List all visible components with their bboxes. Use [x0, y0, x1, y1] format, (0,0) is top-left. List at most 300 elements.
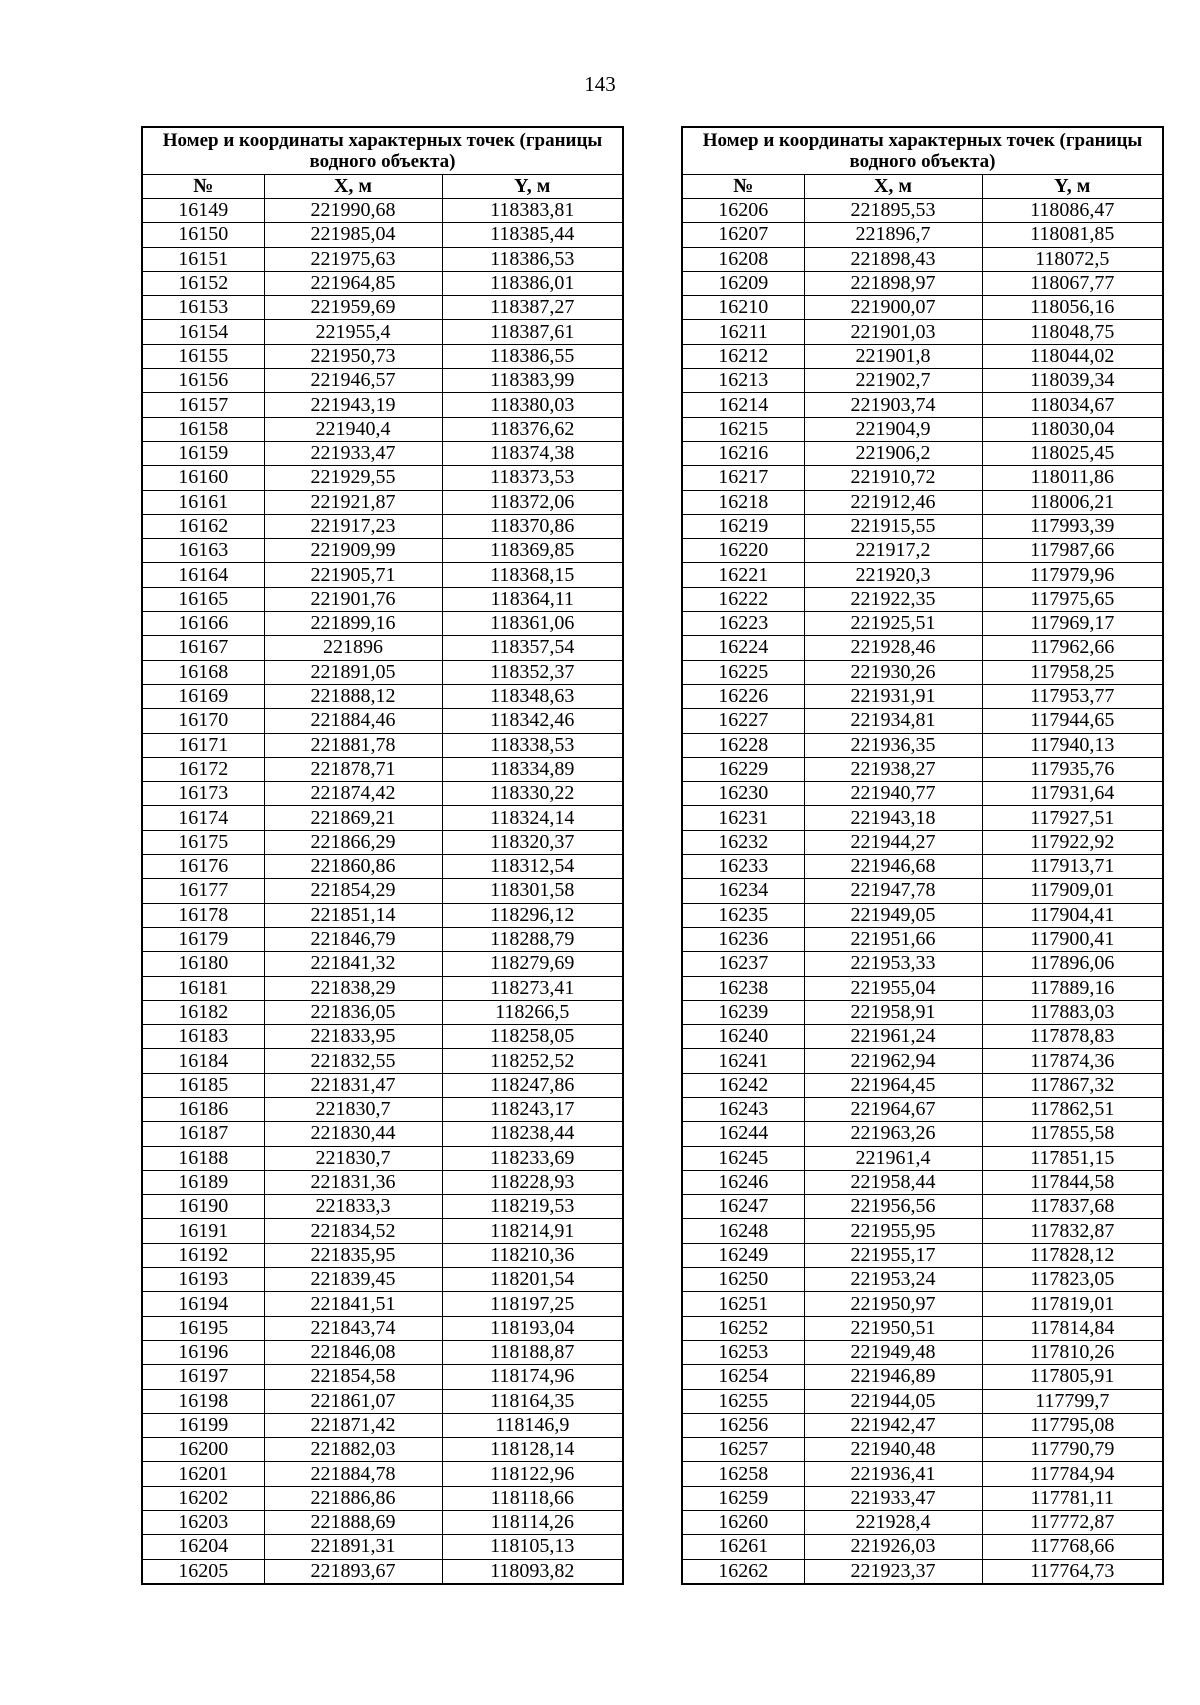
cell-point-number: 16158: [142, 417, 264, 441]
table-row: [142, 369, 623, 393]
cell-x-coordinate: 221926,03: [804, 1535, 982, 1559]
cell-y-coordinate: 118386,53: [442, 247, 623, 271]
cell-x-coordinate: 221884,78: [264, 1462, 442, 1486]
table-row: [682, 952, 1163, 976]
cell-x-coordinate: 221942,47: [804, 1413, 982, 1437]
cell-y-coordinate: 117799,7: [982, 1389, 1163, 1413]
cell-y-coordinate: 118118,66: [442, 1486, 623, 1510]
cell-y-coordinate: 118273,41: [442, 976, 623, 1000]
cell-x-coordinate: 221943,18: [804, 806, 982, 830]
cell-y-coordinate: 118025,45: [982, 441, 1163, 465]
table-row: [142, 1365, 623, 1389]
cell-point-number: 16206: [682, 199, 804, 223]
cell-point-number: 16151: [142, 247, 264, 271]
cell-point-number: 16168: [142, 660, 264, 684]
cell-point-number: 16164: [142, 563, 264, 587]
cell-y-coordinate: 117823,05: [982, 1268, 1163, 1292]
table-row: [682, 660, 1163, 684]
cell-x-coordinate: 221964,45: [804, 1073, 982, 1097]
cell-point-number: 16161: [142, 490, 264, 514]
table-row: [682, 296, 1163, 320]
table-row: [142, 855, 623, 879]
table-row: [142, 1025, 623, 1049]
cell-point-number: 16212: [682, 344, 804, 368]
cell-point-number: 16219: [682, 514, 804, 538]
cell-point-number: 16178: [142, 903, 264, 927]
table-row: [142, 441, 623, 465]
cell-x-coordinate: 221833,95: [264, 1025, 442, 1049]
cell-y-coordinate: 118324,14: [442, 806, 623, 830]
cell-point-number: 16210: [682, 296, 804, 320]
table-row: [682, 1316, 1163, 1340]
cell-x-coordinate: 221861,07: [264, 1389, 442, 1413]
cell-y-coordinate: 117889,16: [982, 976, 1163, 1000]
table-row: [682, 563, 1163, 587]
cell-y-coordinate: 118034,67: [982, 393, 1163, 417]
table-row: [682, 1486, 1163, 1510]
cell-point-number: 16213: [682, 369, 804, 393]
table-row: [682, 1097, 1163, 1121]
table-row: [682, 612, 1163, 636]
cell-y-coordinate: 118342,46: [442, 709, 623, 733]
table-row: [142, 830, 623, 854]
cell-x-coordinate: 221835,95: [264, 1243, 442, 1267]
cell-point-number: 16209: [682, 271, 804, 295]
cell-x-coordinate: 221955,95: [804, 1219, 982, 1243]
cell-y-coordinate: 118030,04: [982, 417, 1163, 441]
cell-y-coordinate: 118383,81: [442, 199, 623, 223]
table-row: [142, 514, 623, 538]
table-row: [142, 879, 623, 903]
cell-point-number: 16157: [142, 393, 264, 417]
cell-x-coordinate: 221901,03: [804, 320, 982, 344]
table-row: [682, 441, 1163, 465]
cell-x-coordinate: 221955,04: [804, 976, 982, 1000]
cell-point-number: 16239: [682, 1000, 804, 1024]
cell-x-coordinate: 221929,55: [264, 466, 442, 490]
table-row: [142, 563, 623, 587]
cell-y-coordinate: 118128,14: [442, 1438, 623, 1462]
table-row: [682, 636, 1163, 660]
cell-point-number: 16194: [142, 1292, 264, 1316]
cell-y-coordinate: 118361,06: [442, 612, 623, 636]
cell-point-number: 16230: [682, 782, 804, 806]
cell-point-number: 16250: [682, 1268, 804, 1292]
table-row: [142, 1268, 623, 1292]
cell-x-coordinate: 221831,47: [264, 1073, 442, 1097]
table-row: [142, 1316, 623, 1340]
cell-point-number: 16162: [142, 514, 264, 538]
cell-y-coordinate: 117979,96: [982, 563, 1163, 587]
cell-x-coordinate: 221958,91: [804, 1000, 982, 1024]
cell-y-coordinate: 118219,53: [442, 1195, 623, 1219]
cell-point-number: 16201: [142, 1462, 264, 1486]
cell-point-number: 16246: [682, 1170, 804, 1194]
table-row: [682, 1535, 1163, 1559]
cell-y-coordinate: 118086,47: [982, 199, 1163, 223]
cell-point-number: 16153: [142, 296, 264, 320]
cell-point-number: 16249: [682, 1243, 804, 1267]
cell-point-number: 16202: [142, 1486, 264, 1510]
cell-point-number: 16231: [682, 806, 804, 830]
cell-x-coordinate: 221931,91: [804, 684, 982, 708]
table-row: [682, 733, 1163, 757]
table-row: [142, 1340, 623, 1364]
cell-x-coordinate: 221990,68: [264, 199, 442, 223]
cell-point-number: 16257: [682, 1438, 804, 1462]
cell-y-coordinate: 118011,86: [982, 466, 1163, 490]
cell-y-coordinate: 118334,89: [442, 757, 623, 781]
cell-y-coordinate: 118174,96: [442, 1365, 623, 1389]
table-row: [142, 952, 623, 976]
table-row: [142, 903, 623, 927]
cell-point-number: 16262: [682, 1559, 804, 1584]
cell-y-coordinate: 118243,17: [442, 1097, 623, 1121]
cell-x-coordinate: 221947,78: [804, 879, 982, 903]
cell-y-coordinate: 117810,26: [982, 1340, 1163, 1364]
cell-y-coordinate: 118238,44: [442, 1122, 623, 1146]
cell-y-coordinate: 117935,76: [982, 757, 1163, 781]
cell-x-coordinate: 221895,53: [804, 199, 982, 223]
table-row: [142, 587, 623, 611]
table-row: [682, 1000, 1163, 1024]
cell-y-coordinate: 117896,06: [982, 952, 1163, 976]
cell-x-coordinate: 221881,78: [264, 733, 442, 757]
cell-x-coordinate: 221874,42: [264, 782, 442, 806]
cell-y-coordinate: 118258,05: [442, 1025, 623, 1049]
cell-x-coordinate: 221904,9: [804, 417, 982, 441]
cell-y-coordinate: 117900,41: [982, 927, 1163, 951]
table-row: [142, 1292, 623, 1316]
cell-y-coordinate: 118247,86: [442, 1073, 623, 1097]
cell-point-number: 16228: [682, 733, 804, 757]
cell-x-coordinate: 221944,27: [804, 830, 982, 854]
cell-y-coordinate: 117795,08: [982, 1413, 1163, 1437]
cell-point-number: 16165: [142, 587, 264, 611]
cell-x-coordinate: 221915,55: [804, 514, 982, 538]
cell-x-coordinate: 221860,86: [264, 855, 442, 879]
cell-point-number: 16179: [142, 927, 264, 951]
table-row: [142, 199, 623, 223]
cell-x-coordinate: 221936,35: [804, 733, 982, 757]
cell-x-coordinate: 221884,46: [264, 709, 442, 733]
page-number: 143: [584, 72, 616, 96]
cell-x-coordinate: 221917,2: [804, 539, 982, 563]
table-row: [142, 1049, 623, 1073]
cell-y-coordinate: 117832,87: [982, 1219, 1163, 1243]
cell-y-coordinate: 118006,21: [982, 490, 1163, 514]
cell-point-number: 16196: [142, 1340, 264, 1364]
cell-point-number: 16176: [142, 855, 264, 879]
cell-x-coordinate: 221839,45: [264, 1268, 442, 1292]
table-row: [142, 1413, 623, 1437]
cell-point-number: 16169: [142, 684, 264, 708]
cell-x-coordinate: 221962,94: [804, 1049, 982, 1073]
column-header-y: Y, м: [982, 175, 1163, 199]
cell-y-coordinate: 117953,77: [982, 684, 1163, 708]
table-row: [682, 490, 1163, 514]
cell-x-coordinate: 221836,05: [264, 1000, 442, 1024]
column-header-y: Y, м: [442, 175, 623, 199]
cell-x-coordinate: 221940,77: [804, 782, 982, 806]
cell-point-number: 16238: [682, 976, 804, 1000]
table-row: [682, 369, 1163, 393]
cell-point-number: 16175: [142, 830, 264, 854]
cell-y-coordinate: 118312,54: [442, 855, 623, 879]
cell-x-coordinate: 221958,44: [804, 1170, 982, 1194]
cell-point-number: 16229: [682, 757, 804, 781]
cell-x-coordinate: 221943,19: [264, 393, 442, 417]
table-row: [142, 1122, 623, 1146]
table-row: [682, 320, 1163, 344]
cell-x-coordinate: 221985,04: [264, 223, 442, 247]
cell-y-coordinate: 117828,12: [982, 1243, 1163, 1267]
cell-x-coordinate: 221900,07: [804, 296, 982, 320]
cell-point-number: 16181: [142, 976, 264, 1000]
cell-y-coordinate: 117969,17: [982, 612, 1163, 636]
cell-x-coordinate: 221899,16: [264, 612, 442, 636]
cell-x-coordinate: 221961,24: [804, 1025, 982, 1049]
cell-point-number: 16241: [682, 1049, 804, 1073]
cell-y-coordinate: 118266,5: [442, 1000, 623, 1024]
cell-point-number: 16208: [682, 247, 804, 271]
cell-point-number: 16197: [142, 1365, 264, 1389]
table-row: [682, 855, 1163, 879]
cell-y-coordinate: 117764,73: [982, 1559, 1163, 1584]
table-row: [682, 247, 1163, 271]
cell-x-coordinate: 221938,27: [804, 757, 982, 781]
cell-x-coordinate: 221940,48: [804, 1438, 982, 1462]
cell-y-coordinate: 118193,04: [442, 1316, 623, 1340]
cell-x-coordinate: 221930,26: [804, 660, 982, 684]
cell-y-coordinate: 117867,32: [982, 1073, 1163, 1097]
table-row: [142, 709, 623, 733]
cell-x-coordinate: 221925,51: [804, 612, 982, 636]
cell-point-number: 16252: [682, 1316, 804, 1340]
cell-x-coordinate: 221834,52: [264, 1219, 442, 1243]
table-row: [142, 1097, 623, 1121]
table-row: [682, 514, 1163, 538]
table-row: [682, 1073, 1163, 1097]
table-row: [682, 1268, 1163, 1292]
cell-y-coordinate: 118372,06: [442, 490, 623, 514]
coordinates-table-left: [141, 126, 624, 1585]
column-header-number: №: [682, 175, 804, 199]
table-row: [142, 733, 623, 757]
cell-y-coordinate: 117814,84: [982, 1316, 1163, 1340]
cell-y-coordinate: 118233,69: [442, 1146, 623, 1170]
cell-x-coordinate: 221964,67: [804, 1097, 982, 1121]
cell-y-coordinate: 117944,65: [982, 709, 1163, 733]
cell-x-coordinate: 221905,71: [264, 563, 442, 587]
cell-point-number: 16156: [142, 369, 264, 393]
cell-y-coordinate: 118357,54: [442, 636, 623, 660]
table-row: [142, 1462, 623, 1486]
cell-y-coordinate: 118369,85: [442, 539, 623, 563]
column-header-number: №: [142, 175, 264, 199]
table-row: [142, 466, 623, 490]
cell-y-coordinate: 117962,66: [982, 636, 1163, 660]
cell-y-coordinate: 117790,79: [982, 1438, 1163, 1462]
table-row: [682, 1170, 1163, 1194]
cell-y-coordinate: 118387,27: [442, 296, 623, 320]
table-row: [682, 417, 1163, 441]
cell-y-coordinate: 117987,66: [982, 539, 1163, 563]
column-header-x: X, м: [264, 175, 442, 199]
cell-y-coordinate: 118352,37: [442, 660, 623, 684]
table-row: [682, 1340, 1163, 1364]
cell-y-coordinate: 118072,5: [982, 247, 1163, 271]
table-row: [682, 1292, 1163, 1316]
cell-point-number: 16221: [682, 563, 804, 587]
cell-y-coordinate: 118114,26: [442, 1511, 623, 1535]
cell-y-coordinate: 118376,62: [442, 417, 623, 441]
cell-point-number: 16163: [142, 539, 264, 563]
table-row: [142, 271, 623, 295]
cell-point-number: 16226: [682, 684, 804, 708]
cell-x-coordinate: 221956,56: [804, 1195, 982, 1219]
cell-y-coordinate: 118197,25: [442, 1292, 623, 1316]
cell-y-coordinate: 118056,16: [982, 296, 1163, 320]
table-row: [682, 393, 1163, 417]
cell-point-number: 16251: [682, 1292, 804, 1316]
cell-x-coordinate: 221950,73: [264, 344, 442, 368]
cell-x-coordinate: 221921,87: [264, 490, 442, 514]
cell-point-number: 16174: [142, 806, 264, 830]
table-row: [682, 976, 1163, 1000]
cell-point-number: 16233: [682, 855, 804, 879]
cell-x-coordinate: 221906,2: [804, 441, 982, 465]
table-row: [142, 1243, 623, 1267]
cell-point-number: 16207: [682, 223, 804, 247]
cell-y-coordinate: 117837,68: [982, 1195, 1163, 1219]
cell-y-coordinate: 117909,01: [982, 879, 1163, 903]
table-row: [142, 612, 623, 636]
cell-x-coordinate: 221923,37: [804, 1559, 982, 1584]
cell-y-coordinate: 118210,36: [442, 1243, 623, 1267]
cell-point-number: 16173: [142, 782, 264, 806]
cell-x-coordinate: 221975,63: [264, 247, 442, 271]
table-row: [142, 1511, 623, 1535]
cell-point-number: 16258: [682, 1462, 804, 1486]
cell-x-coordinate: 221953,24: [804, 1268, 982, 1292]
table-row: [142, 1438, 623, 1462]
cell-x-coordinate: 221878,71: [264, 757, 442, 781]
cell-point-number: 16152: [142, 271, 264, 295]
table-row: [682, 927, 1163, 951]
cell-x-coordinate: 221830,44: [264, 1122, 442, 1146]
cell-point-number: 16224: [682, 636, 804, 660]
cell-point-number: 16240: [682, 1025, 804, 1049]
cell-x-coordinate: 221959,69: [264, 296, 442, 320]
cell-x-coordinate: 221898,97: [804, 271, 982, 295]
cell-point-number: 16261: [682, 1535, 804, 1559]
cell-x-coordinate: 221928,4: [804, 1511, 982, 1535]
cell-y-coordinate: 118368,15: [442, 563, 623, 587]
table-row: [142, 247, 623, 271]
cell-point-number: 16245: [682, 1146, 804, 1170]
table-row: [682, 587, 1163, 611]
cell-y-coordinate: 118374,38: [442, 441, 623, 465]
table-row: [682, 223, 1163, 247]
table-row: [142, 1486, 623, 1510]
cell-point-number: 16259: [682, 1486, 804, 1510]
cell-y-coordinate: 118146,9: [442, 1413, 623, 1437]
cell-y-coordinate: 117768,66: [982, 1535, 1163, 1559]
cell-point-number: 16215: [682, 417, 804, 441]
table-row: [682, 466, 1163, 490]
cell-y-coordinate: 118386,55: [442, 344, 623, 368]
cell-point-number: 16220: [682, 539, 804, 563]
cell-point-number: 16253: [682, 1340, 804, 1364]
cell-x-coordinate: 221838,29: [264, 976, 442, 1000]
cell-point-number: 16248: [682, 1219, 804, 1243]
cell-point-number: 16189: [142, 1170, 264, 1194]
table-row: [682, 1438, 1163, 1462]
cell-x-coordinate: 221946,57: [264, 369, 442, 393]
cell-point-number: 16222: [682, 587, 804, 611]
cell-y-coordinate: 118105,13: [442, 1535, 623, 1559]
table-row: [682, 684, 1163, 708]
cell-point-number: 16247: [682, 1195, 804, 1219]
table-row: [682, 1243, 1163, 1267]
table-row: [142, 636, 623, 660]
table-row: [682, 1219, 1163, 1243]
cell-y-coordinate: 117922,92: [982, 830, 1163, 854]
cell-x-coordinate: 221893,67: [264, 1559, 442, 1584]
table-row: [142, 1535, 623, 1559]
cell-x-coordinate: 221936,41: [804, 1462, 982, 1486]
cell-point-number: 16198: [142, 1389, 264, 1413]
table-row: [682, 1122, 1163, 1146]
table-title: Номер и координаты характерных точек (границы водного объекта): [682, 127, 1163, 175]
cell-y-coordinate: 117819,01: [982, 1292, 1163, 1316]
cell-y-coordinate: 117851,15: [982, 1146, 1163, 1170]
cell-x-coordinate: 221891,05: [264, 660, 442, 684]
cell-x-coordinate: 221901,76: [264, 587, 442, 611]
cell-x-coordinate: 221953,33: [804, 952, 982, 976]
table-row: [142, 806, 623, 830]
cell-y-coordinate: 118048,75: [982, 320, 1163, 344]
table-row: [682, 1413, 1163, 1437]
cell-point-number: 16236: [682, 927, 804, 951]
cell-x-coordinate: 221920,3: [804, 563, 982, 587]
cell-y-coordinate: 118364,11: [442, 587, 623, 611]
cell-y-coordinate: 117883,03: [982, 1000, 1163, 1024]
cell-point-number: 16187: [142, 1122, 264, 1146]
cell-x-coordinate: 221898,43: [804, 247, 982, 271]
cell-point-number: 16242: [682, 1073, 804, 1097]
cell-point-number: 16154: [142, 320, 264, 344]
cell-x-coordinate: 221896,7: [804, 223, 982, 247]
cell-x-coordinate: 221831,36: [264, 1170, 442, 1194]
cell-y-coordinate: 118370,86: [442, 514, 623, 538]
cell-y-coordinate: 117931,64: [982, 782, 1163, 806]
cell-x-coordinate: 221940,4: [264, 417, 442, 441]
cell-x-coordinate: 221846,79: [264, 927, 442, 951]
table-row: [682, 1559, 1163, 1584]
cell-point-number: 16171: [142, 733, 264, 757]
cell-x-coordinate: 221963,26: [804, 1122, 982, 1146]
cell-x-coordinate: 221944,05: [804, 1389, 982, 1413]
cell-point-number: 16234: [682, 879, 804, 903]
cell-x-coordinate: 221955,17: [804, 1243, 982, 1267]
table-row: [682, 1511, 1163, 1535]
cell-y-coordinate: 118188,87: [442, 1340, 623, 1364]
cell-point-number: 16244: [682, 1122, 804, 1146]
cell-point-number: 16182: [142, 1000, 264, 1024]
cell-y-coordinate: 118252,52: [442, 1049, 623, 1073]
